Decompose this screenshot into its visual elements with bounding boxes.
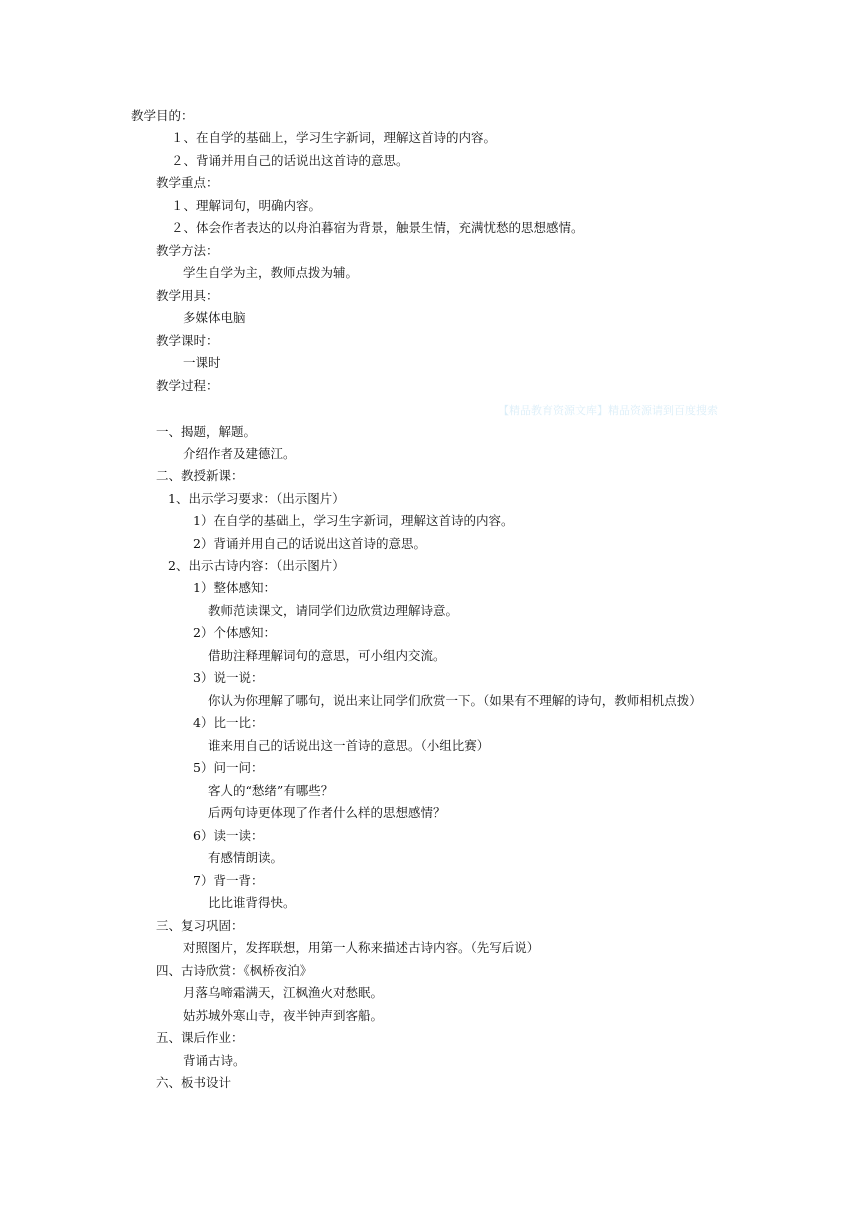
periods-text: 一课时: [183, 355, 221, 370]
poem-line-2: 姑苏城外寒山寺，夜半钟声到客船。: [183, 1008, 384, 1023]
step-5-text-1: 客人的“愁绪”有哪些？: [208, 783, 334, 798]
step-5-text-2: 后两句诗更体现了作者什么样的思想感情？: [208, 805, 446, 820]
step-3-text: 你认为你理解了哪句，说出来让同学们欣赏一下。（如果有不理解的诗句，教师相机点拨）: [208, 693, 702, 708]
requirement-2: 2）背诵并用自己的话说出这首诗的意思。: [193, 536, 426, 551]
key-point-1: １、理解词句，明确内容。: [171, 198, 322, 213]
purpose-item-1: １、在自学的基础上，学习生字新词，理解这首诗的内容。: [171, 130, 497, 145]
step-1-text: 教师范读课文，请同学们边欣赏边理解诗意。: [208, 603, 459, 618]
step-2-text: 借助注释理解词句的意思，可小组内交流。: [208, 648, 446, 663]
section-3-text: 对照图片，发挥联想，用第一人称来描述古诗内容。（先写后说）: [183, 940, 540, 955]
step-7-text: 比比谁背得快。: [208, 895, 296, 910]
step-2-heading: 2）个体感知：: [193, 625, 276, 640]
step-6-heading: 6）读一读：: [193, 828, 264, 843]
heading-periods: 教学课时：: [156, 333, 219, 348]
step-3-heading: 3）说一说：: [193, 670, 264, 685]
step-4-heading: 4）比一比：: [193, 715, 264, 730]
step-7-heading: 7）背一背：: [193, 873, 264, 888]
methods-text: 学生自学为主，教师点拨为辅。: [183, 265, 359, 280]
step-4-text: 谁来用自己的话说出这一首诗的意思。（小组比赛）: [208, 738, 490, 753]
subsection-2-2: 2、出示古诗内容：（出示图片）: [168, 558, 345, 573]
watermark-text: 【精品教育资源文库】精品资源请到百度搜索: [498, 404, 718, 417]
section-6-heading: 六、板书设计: [156, 1075, 232, 1090]
requirement-1: 1）在自学的基础上，学习生字新词，理解这首诗的内容。: [193, 513, 514, 528]
heading-teaching-purpose: 教学目的：: [131, 108, 194, 123]
purpose-item-2: ２、背诵并用自己的话说出这首诗的意思。: [171, 153, 409, 168]
section-1-text: 介绍作者及建德江。: [183, 446, 296, 461]
poem-line-1: 月落乌啼霜满天，江枫渔火对愁眠。: [183, 985, 384, 1000]
step-1-heading: 1）整体感知：: [193, 580, 276, 595]
heading-methods: 教学方法：: [156, 243, 219, 258]
subsection-2-1: 1、出示学习要求：（出示图片）: [168, 491, 345, 506]
step-6-text: 有感情朗读。: [208, 850, 284, 865]
heading-process: 教学过程：: [156, 378, 219, 393]
step-5-heading: 5）问一问：: [193, 760, 264, 775]
section-3-heading: 三、复习巩固：: [156, 918, 244, 933]
section-5-heading: 五、课后作业：: [156, 1030, 244, 1045]
heading-tools: 教学用具：: [156, 288, 219, 303]
heading-key-points: 教学重点：: [156, 175, 219, 190]
section-2-heading: 二、教授新课：: [156, 468, 244, 483]
tools-text: 多媒体电脑: [183, 310, 246, 325]
section-1-heading: 一、揭题，解题。: [156, 424, 257, 439]
section-5-text: 背诵古诗。: [183, 1053, 246, 1068]
section-4-heading: 四、古诗欣赏：《枫桥夜泊》: [156, 963, 313, 978]
key-point-2: ２、体会作者表达的以舟泊暮宿为背景，触景生情，充满忧愁的思想感情。: [171, 220, 584, 235]
